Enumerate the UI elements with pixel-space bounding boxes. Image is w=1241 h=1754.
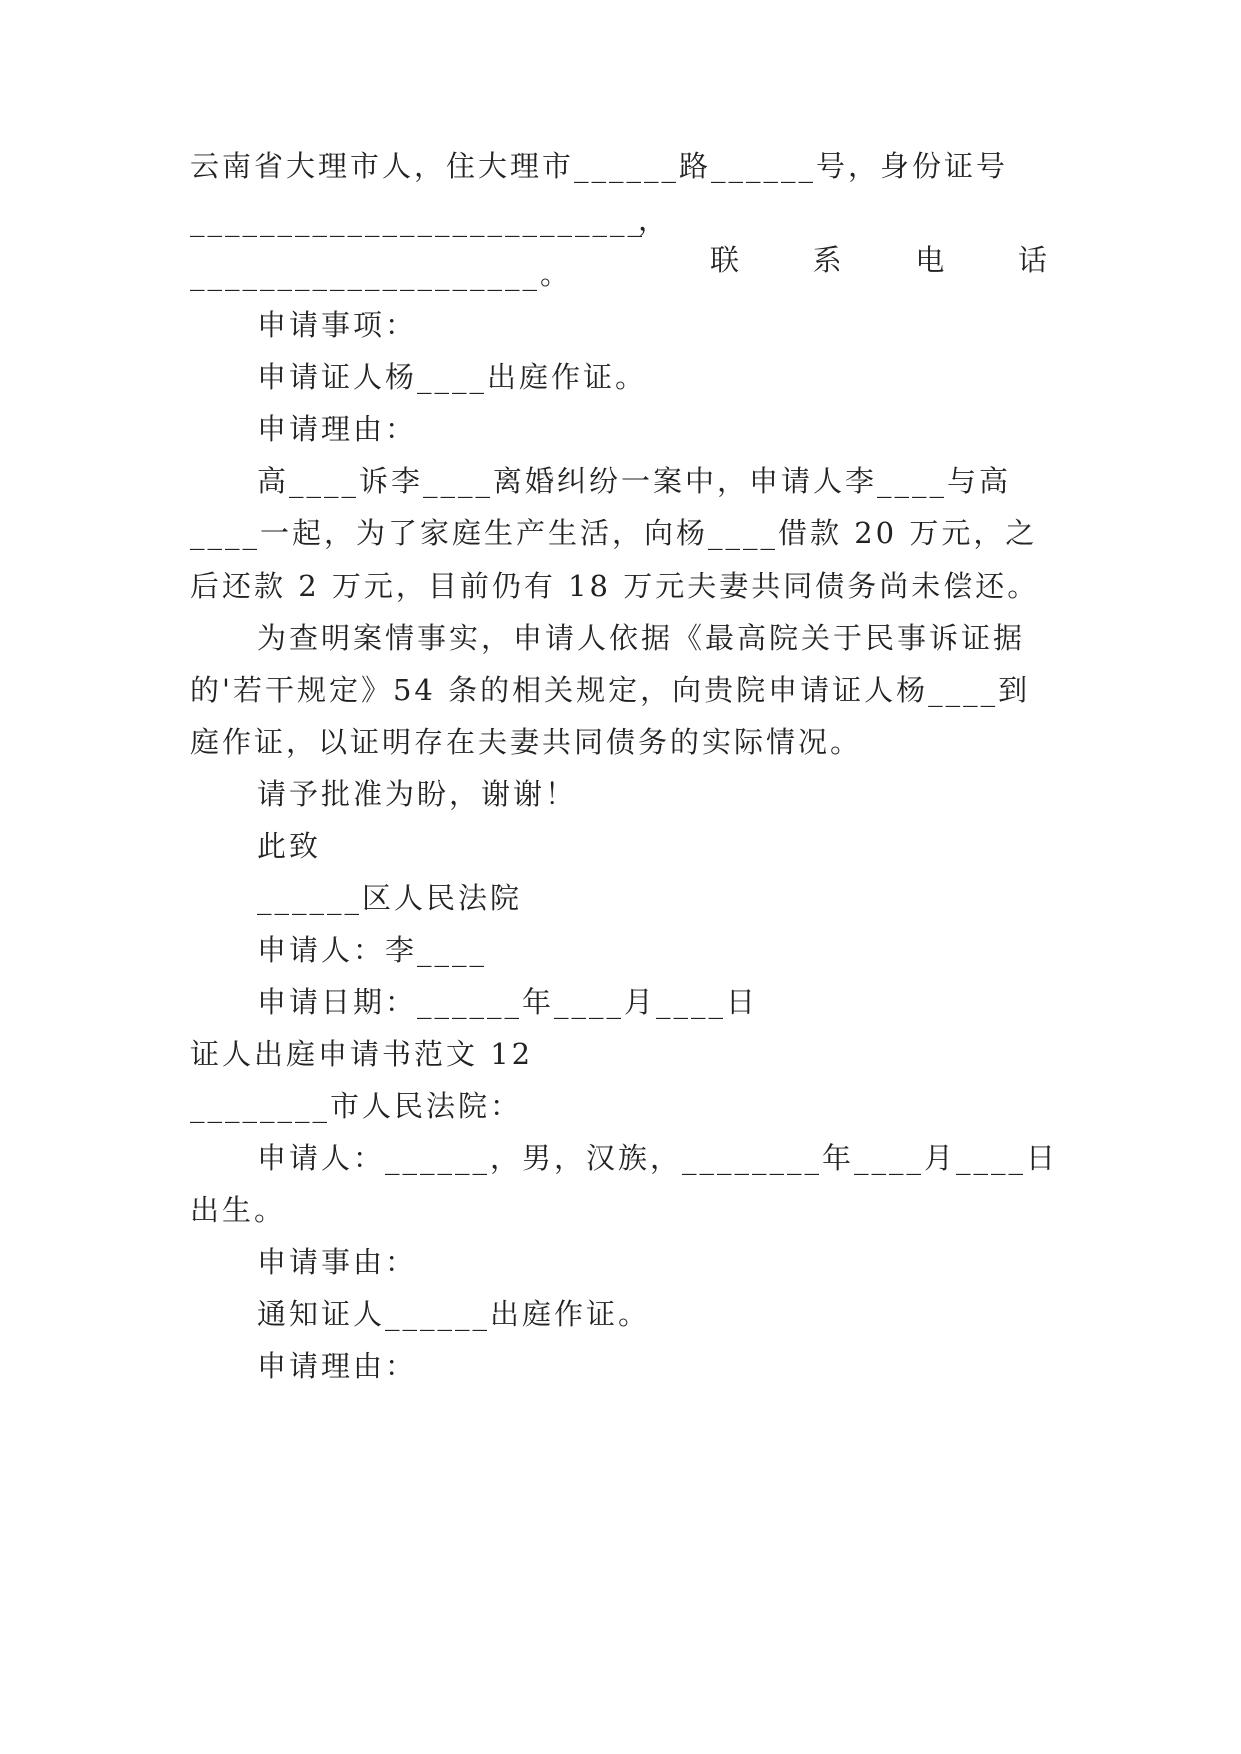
comma: ， (638, 203, 671, 237)
applicant-signature: 申请人：李____ (257, 933, 488, 967)
text-line: 云南省大理市人，住大理市______路______号，身份证号 (190, 149, 1009, 183)
application-date: 申请日期：______年____月____日 (257, 985, 759, 1019)
text-line (190, 200, 1050, 277)
text-line: 庭作证，以证明存在夫妻共同债务的实际情况。 (190, 725, 863, 759)
court-addressee: ________市人民法院： (190, 1089, 523, 1123)
section-heading: 申请理由： (257, 412, 418, 446)
court-name: ______区人民法院 (257, 881, 523, 915)
text-line: 出生。 (190, 1193, 287, 1227)
text-line: 后还款 2 万元，目前仍有 18 万元夫妻共同债务尚未偿还。 (190, 569, 1040, 603)
text-line: ____一起，为了家庭生产生活，向杨____借款 20 万元，之 (190, 516, 1038, 550)
blank-id-number: __________________________ (190, 203, 645, 237)
phone-label-char: 联 (710, 243, 743, 277)
phone-label-char: 电 (915, 243, 948, 277)
text-line: 申请人：______，男，汉族，________年____月____日 (257, 1141, 1059, 1175)
text-line: 高____诉李____离婚纠纷一案中，申请人李____与高 (257, 464, 1012, 498)
text-line: 的'若干规定》54 条的相关规定，向贵院申请证人杨____到 (190, 673, 1031, 707)
section-heading: 申请理由： (257, 1349, 418, 1383)
text-line: 为查明案情事实，申请人依据《最高院关于民事诉证据 (257, 621, 1026, 655)
section-heading: 申请事由： (257, 1245, 418, 1279)
phone-label-char: 话 (1017, 243, 1050, 277)
text-line: 申请证人杨____出庭作证。 (257, 360, 648, 394)
text-line: 此致 (257, 829, 322, 863)
text-line: ____________________。 (190, 257, 573, 291)
text-line: 通知证人______出庭作证。 (257, 1297, 651, 1331)
phone-label-char: 系 (812, 243, 845, 277)
section-heading: 申请事项： (257, 308, 418, 342)
text-line: 请予批准为盼，谢谢！ (257, 777, 578, 811)
document-title: 证人出庭申请书范文 12 (190, 1037, 534, 1071)
